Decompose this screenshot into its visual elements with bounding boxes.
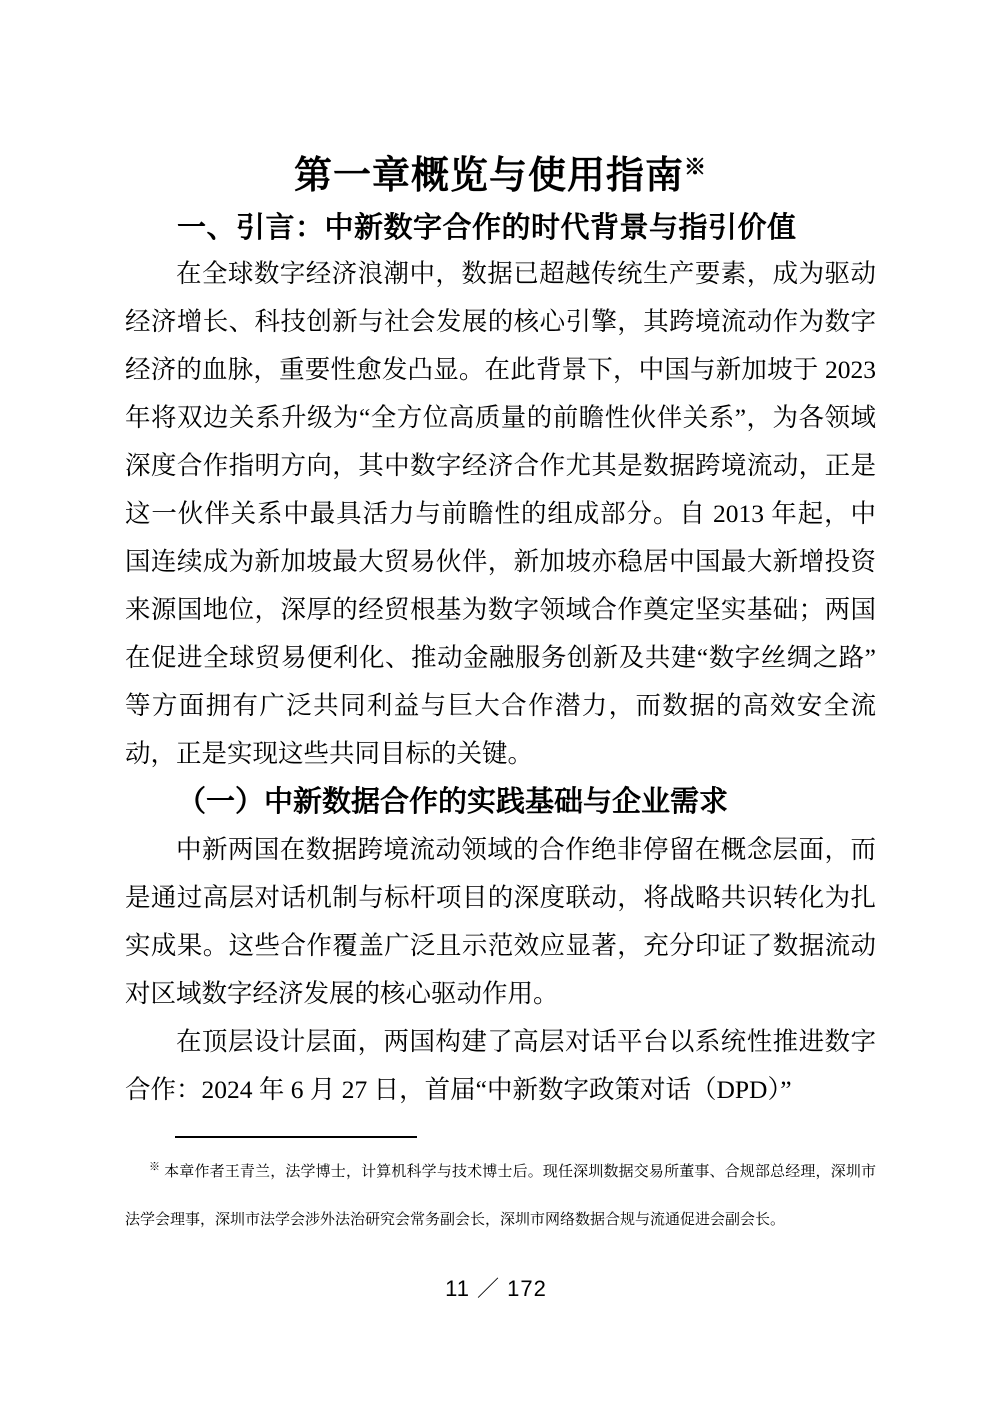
page-number: 11 ／ 172 <box>445 1276 547 1301</box>
footnote-text: 本章作者王青兰，法学博士，计算机科学与技术博士后。现任深圳数据交易所董事、合规部总经理，深圳市法学会理事，深圳市法学会涉外法治研究会常务副会长，深圳市网络数据合规与流通促进会副会长。 <box>125 1164 876 1228</box>
footnote-reference-marker: ※ <box>684 154 708 180</box>
footnote-marker: ※ <box>149 1161 161 1173</box>
footnote <box>125 1148 876 1244</box>
chapter-title <box>125 148 876 204</box>
sub-heading: （一）中新数据合作的实践基础与企业需求 <box>177 786 729 818</box>
footnote-area <box>125 1136 876 1244</box>
paragraph-cooperation-basis: 中新两国在数据跨境流动领域的合作绝非停留在概念层面，而是通过高层对话机制与标杆项目的深度联动，将战略共识转化为扎实成果。这些合作覆盖广泛且示范效应显著，充分印证了数据流动对区域数字经济发展的核心驱动作用。 <box>125 835 876 1008</box>
paragraph-intro: 在全球数字经济浪潮中，数据已超越传统生产要素，成为驱动经济增长、科技创新与社会发展的核心引擎，其跨境流动作为数字经济的血脉，重要性愈发凸显。在此背景下，中国与新加坡于 2023 年将双边关系升级为“全方位高质量的前瞻性伙伴关系”，为各领域深度合作指明方向，其中数字经济合作尤其是数据跨境流动，正是这一伙伴关系中最具活力与前瞻性的组成部分。自 2013 年起，中国连续成为新加坡最大贸易伙伴，新加坡亦稳居中国最大新增投资来源国地位，深厚的经贸根基为数字领域合作奠定坚实基础；两国在促进全球贸易便利化、推动金融服务创新及共建“数字丝绸之路”等方面拥有广泛共同利益与巨大合作潜力，而数据的高效安全流动，正是实现这些共同目标的关键。 <box>125 259 876 768</box>
chapter-title-text: 第一章概览与使用指南 <box>293 155 684 197</box>
footnote-separator <box>175 1136 417 1138</box>
paragraph-top-level-design: 在顶层设计层面，两国构建了高层对话平台以系统性推进数字合作：2024 年 6 月 27 日，首届“中新数字政策对话（DPD）” <box>125 1027 876 1104</box>
page-content <box>125 148 876 1114</box>
section-heading: 一、引言：中新数字合作的时代背景与指引价值 <box>177 212 797 244</box>
